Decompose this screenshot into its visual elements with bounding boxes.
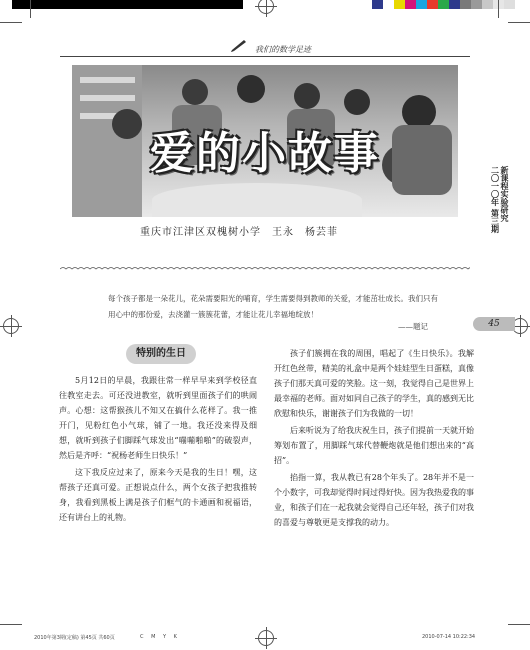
left-column <box>59 373 257 527</box>
color-swatch <box>188 0 199 9</box>
wavy-divider <box>60 266 470 272</box>
paragraph: 后来听说为了给我庆祝生日，孩子们提前一天就开始筹划布置了，用脚踩气球代替鞭炮就是他们想出来的“高招”。 <box>274 426 474 465</box>
registration-bar-left <box>12 0 243 9</box>
hero-title: 爱的小故事 <box>150 128 380 179</box>
paragraph: 掐指一算，我从教已有28个年头了。28年并不是一个小数字，可我却觉得时间过得好快。因为我热爱我的事业，和孩子们在一起我就会觉得自己还年轻，孩子们对我的喜爱与尊敬更是支撑我的动力。 <box>274 473 474 527</box>
color-swatch <box>221 0 232 9</box>
journal-sidebar <box>489 166 509 233</box>
registration-mark-bottom <box>258 630 274 646</box>
crop-mark <box>30 0 31 18</box>
color-swatch <box>155 0 166 9</box>
color-swatch <box>504 0 515 9</box>
byline: 重庆市江津区双槐树小学 王永 杨芸菲 <box>140 227 338 238</box>
color-swatch <box>471 0 482 9</box>
color-swatch <box>372 0 383 9</box>
registration-mark-left <box>3 318 19 334</box>
color-swatch <box>56 0 67 9</box>
header-rule <box>60 56 470 57</box>
color-swatch <box>111 0 122 9</box>
color-swatch <box>482 0 493 9</box>
color-swatch <box>383 0 394 9</box>
journal-issue: 二〇一〇年 第三期 <box>490 166 501 233</box>
footer-slug-right: 2010-07-14 10:22:34 <box>422 634 476 640</box>
color-swatch <box>199 0 210 9</box>
right-column <box>274 346 474 532</box>
color-swatch <box>67 0 78 9</box>
hero-photo <box>72 65 458 217</box>
color-swatch <box>166 0 177 9</box>
color-swatch <box>210 0 221 9</box>
color-swatch <box>23 0 34 9</box>
color-swatch <box>34 0 45 9</box>
color-swatch <box>427 0 438 9</box>
column-title: 我们的数学足迹 <box>255 45 311 54</box>
page-number: 45 <box>473 317 515 331</box>
journal-name: 新课程实验研究 <box>500 166 510 222</box>
crop-mark <box>0 624 22 625</box>
color-swatch <box>460 0 471 9</box>
crop-mark <box>0 22 22 23</box>
intro-signature: ——题记 <box>398 322 428 331</box>
color-swatch <box>45 0 56 9</box>
color-swatch <box>133 0 144 9</box>
paragraph: 5月12日的早晨，我跟往常一样早早来到学校径直往教室走去。可还没进教室，就听到里面孩子们的哄闹声。心想：这帮猴孩儿不知又在搞什么花样了。我一推开门，见粉红色小气球，铺了一地。我还没来得及细想，就听到孩子们脚踩气球发出“嘣嘣啪啪”的破裂声，然后是齐呼：“祝杨老师生日快乐！” <box>59 376 257 460</box>
color-swatch <box>438 0 449 9</box>
color-swatch <box>89 0 100 9</box>
paragraph: 孩子们簇拥在我的周围，唱起了《生日快乐》。我解开红色丝带，精美的礼盒中是两个娃娃型生日蛋糕，真像孩子们那天真可爱的笑脸。这一刻，我觉得自己是世界上最幸福的老师。面对如同自己孩子的学生，真的感到无比欣慰和快乐，谢谢孩子们为我做的一切！ <box>274 349 474 418</box>
registration-bar-right <box>372 0 515 9</box>
color-swatch <box>416 0 427 9</box>
crop-mark <box>508 624 530 625</box>
color-swatch <box>12 0 23 9</box>
color-swatch <box>394 0 405 9</box>
color-swatch <box>449 0 460 9</box>
color-swatch <box>144 0 155 9</box>
color-swatch <box>100 0 111 9</box>
registration-mark-top <box>258 0 274 14</box>
intro-epigraph: 每个孩子都是一朵花儿，花朵需要阳光的哺育，学生需要得到教师的关爱，才能茁壮成长。我们只有用心中的那份爱，去浇灌一簇簇花蕾，才能让花儿幸福地绽放！ <box>108 294 438 319</box>
crop-mark <box>508 22 530 23</box>
color-swatch <box>232 0 243 9</box>
footer-slug-left: 2010年第3期(定稿) 第45页 共60页 <box>34 635 115 641</box>
crop-mark <box>498 0 499 18</box>
color-swatch <box>177 0 188 9</box>
color-swatch <box>405 0 416 9</box>
color-swatch <box>78 0 89 9</box>
pen-icon <box>230 38 248 52</box>
footer-cmyk: C M Y K <box>140 634 180 640</box>
color-swatch <box>122 0 133 9</box>
section-title: 特别的生日 <box>126 344 196 364</box>
paragraph: 这下我反应过来了，原来今天是我的生日！嘿，这帮孩子还真可爱。正想说点什么，两个女孩子把我推转身，我看到黑板上满是孩子们框气的卡通画和祝福语，还有讲台上的礼物。 <box>59 468 257 522</box>
